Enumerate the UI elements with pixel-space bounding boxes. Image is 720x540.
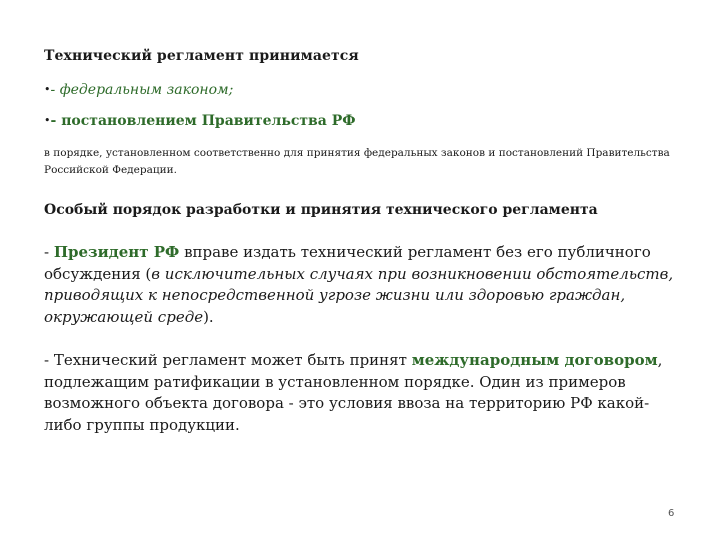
paragraph-international-treaty	[44, 350, 684, 436]
bullet-text: постановлением Правительства РФ	[61, 113, 356, 129]
para-text: вправе издать технический регламент без его публичного обсуждения (	[44, 243, 651, 283]
bullet-text: федеральным законом;	[59, 82, 234, 98]
para-dash: -	[44, 243, 54, 261]
para-text-end: ).	[203, 307, 214, 326]
page-number: 6	[668, 508, 675, 519]
para-text-end: , подлежащим ратификации в установленном порядке. Один из примеров возможного объекта договора - это условия ввоза на территорию РФ какой-либо группы продукции.	[44, 351, 663, 434]
paragraph-president	[44, 242, 684, 328]
bullet-government-decree	[44, 113, 694, 129]
bullet-marker: •	[44, 114, 51, 127]
treaty-highlight: международным договором	[411, 351, 658, 369]
president-highlight: Президент РФ	[53, 243, 180, 261]
bullet-federal-law	[44, 82, 694, 98]
heading-special-procedure: Особый порядок разработки и принятия технического регламента	[44, 202, 598, 218]
bullet-marker: •	[44, 83, 51, 96]
bullet-prefix: -	[50, 82, 60, 98]
exceptional-cases: в исключительных случаях при возникновении обстоятельств, приводящих к непосредственной угрозе жизни или здоровью граждан, окружающей среде	[44, 264, 674, 326]
procedure-note: в порядке, установленном соответственно для принятия федеральных законов и постановлений Правительства Российской Федерации.	[44, 147, 670, 176]
heading-adoption: Технический регламент принимается	[44, 48, 359, 64]
para-text: - Технический регламент может быть принят	[44, 351, 412, 369]
bullet-prefix: -	[50, 113, 62, 129]
